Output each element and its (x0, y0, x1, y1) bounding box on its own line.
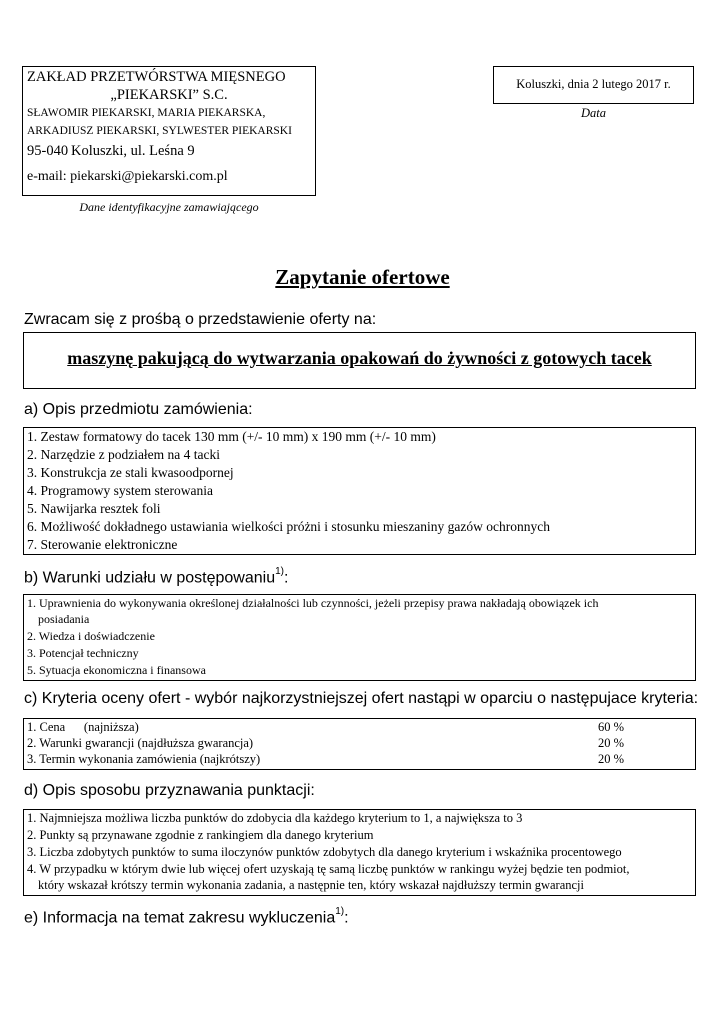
section-d-heading: d) Opis sposobu przyznawania punktacji: (24, 782, 315, 799)
section-b-heading-colon: : (284, 569, 289, 587)
list-item: 4. Programowy system sterowania (27, 483, 213, 498)
section-b-heading (24, 568, 288, 587)
orderer-box (22, 66, 316, 196)
orderer-postal-code: 95-040 (27, 143, 69, 159)
orderer-caption: Dane identyfikacyjne zamawiającego (79, 200, 259, 214)
orderer-owners-line2: ARKADIUSZ PIEKARSKI, SYLWESTER PIEKARSKI (27, 125, 292, 137)
date-box (493, 66, 694, 104)
intro-text: Zwracam się z prośbą o przedstawienie oferty na: (24, 311, 377, 328)
subject-text: maszynę pakującą do wytwarzania opakowań do żywności z gotowych tacek (67, 348, 652, 368)
criterion-weight: 20 % (598, 736, 625, 750)
list-item: 6. Możliwość dokładnego ustawiania wielkości próżni i stosunku mieszaniny gazów ochronnych (27, 519, 551, 534)
criterion-weight: 60 % (598, 720, 625, 734)
list-item: 3. Potencjał techniczny (27, 646, 139, 660)
criterion-weight: 20 % (598, 752, 625, 766)
criterion-label: 2. Warunki gwarancji (najdłuższa gwarancja) (27, 736, 254, 750)
criterion-label: 1. Cena (najniższa) (27, 720, 139, 734)
orderer-company-name: ZAKŁAD PRZETWÓRSTWA MIĘSNEGO (27, 69, 286, 85)
list-item: 2. Punkty są przynawane zgodnie z rankingiem dla danego kryterium (27, 828, 374, 842)
footnote-marker: 1) (275, 566, 284, 577)
footnote-marker: 1) (335, 906, 345, 917)
subject-box (23, 332, 696, 389)
list-item: 1. Najmniejsza możliwa liczba punktów do zdobycia dla każdego kryterium to 1, a największa to 3 (27, 811, 523, 825)
section-b-heading-text: b) Warunki udziału w postępowaniu (24, 569, 276, 587)
orderer-company-brand: „PIEKARSKI” S.C. (110, 87, 228, 103)
list-item: 4. W przypadku w którym dwie lub więcej ofert uzyskają tę samą liczbę punktów w rankingu wyżej będzie ten podmiot, (27, 862, 630, 876)
orderer-address-line (27, 143, 195, 160)
section-d-list (23, 809, 696, 896)
date-value: Koluszki, dnia 2 lutego 2017 r. (516, 77, 671, 91)
list-item: 2. Wiedza i doświadczenie (27, 629, 155, 643)
orderer-email: e-mail: piekarski@piekarski.com.pl (27, 169, 228, 184)
section-c-criteria (23, 718, 696, 770)
section-e-heading-colon: : (344, 909, 349, 927)
list-item: 1. Zestaw formatowy do tacek 130 mm (+/- 10 mm) x 190 mm (+/- 10 mm) (27, 429, 436, 444)
section-c-heading: c) Kryteria oceny ofert - wybór najkorzystniejszej ofert nastąpi w oparciu o następujace kryteria: (24, 690, 699, 707)
list-item: 3. Liczba zdobytych punktów to suma iloczynów punktów zdobytych dla danego kryterium i wskaźnika procentowego (27, 845, 622, 859)
section-a-list (23, 427, 696, 555)
section-e-heading-text: e) Informacja na temat zakresu wykluczenia (24, 909, 336, 927)
orderer-street: Koluszki, ul. Leśna 9 (71, 143, 195, 159)
orderer-owners-line1: SŁAWOMIR PIEKARSKI, MARIA PIEKARSKA, (27, 107, 266, 119)
document-title: Zapytanie ofertowe (275, 265, 450, 289)
list-item: 3. Konstrukcja ze stali kwasoodpornej (27, 465, 234, 480)
criterion-label: 3. Termin wykonania zamówienia (najkrótszy) (27, 752, 261, 766)
date-caption: Data (581, 106, 606, 120)
section-a-heading: a) Opis przedmiotu zamówienia: (24, 401, 253, 418)
section-b-list (23, 594, 696, 681)
list-item: 1. Uprawnienia do wykonywania określonej działalności lub czynności, jeżeli przepisy prawa nakładają obowiązek ich (27, 596, 599, 610)
list-item-continuation: który wskazał krótszy termin wykonania zadania, a następnie ten, który wskazał najdłuższy termin gwarancji (38, 878, 584, 892)
list-item: 5. Sytuacja ekonomiczna i finansowa (27, 663, 206, 677)
list-item: 2. Narzędzie z podziałem na 4 tacki (27, 447, 221, 462)
list-item: 5. Nawijarka resztek foli (27, 501, 161, 516)
section-e-heading (24, 908, 349, 927)
list-item-continuation: posiadania (38, 612, 90, 626)
list-item: 7. Sterowanie elektroniczne (27, 537, 178, 552)
